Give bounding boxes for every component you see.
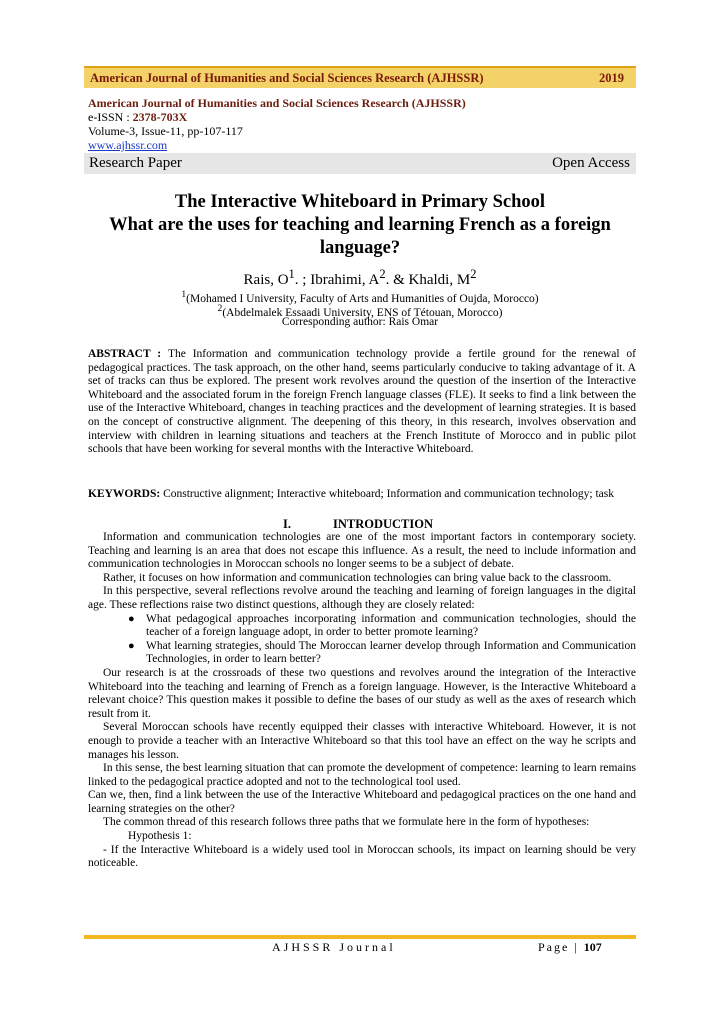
affiliation-2-text: (Abdelmalek Essaadi University, ENS of Tétouan, Morocco) — [222, 306, 503, 319]
paper-title — [84, 191, 636, 260]
author-1-sup: 1 — [288, 267, 295, 281]
hypothesis-text: - If the Interactive Whiteboard is a widely used tool in Moroccan schools, its impact on learning should be very noticeable. — [88, 843, 636, 870]
journal-banner — [84, 66, 636, 88]
title-line-1: The Interactive Whiteboard in Primary School — [174, 192, 546, 212]
hypothesis-label: Hypothesis 1: — [128, 830, 192, 843]
author-3-sup: 2 — [470, 267, 477, 281]
banner-journal-name: American Journal of Humanities and Social Sciences Research (AJHSSR) — [90, 71, 484, 85]
author-list — [84, 267, 636, 289]
author-2-sup: 2 — [379, 267, 386, 281]
affiliation-1-text: (Mohamed I University, Faculty of Arts and Humanities of Oujda, Morocco) — [186, 292, 539, 305]
title-line-2: What are the uses for teaching and learning French as a foreign — [109, 215, 611, 235]
title-line-3: language? — [319, 238, 401, 258]
intro-paragraph-6: In this sense, the best learning situation that can promote the development of competence: learning to learn remains linked to the pedagogical practice adopted and not to the technological tool used. — [88, 762, 636, 788]
issn-label: e-ISSN : — [88, 110, 133, 124]
footer-journal: AJHSSR Journal — [272, 940, 396, 954]
abstract-label: ABSTRACT : — [88, 348, 168, 360]
issn — [88, 110, 187, 124]
bullet-text-2: What learning strategies, should The Moroccan learner develop through Information and Communication Technologies, in order to learn better? — [146, 639, 636, 666]
abstract-text: The Information and communication technology provide a fertile ground for the renewal of pedagogical practices. The task approach, on the other hand, seems particularly conducive to taking advantage of it. A set of tracks can thus be explored. The present work revolves around the question of the insertion of the Interactive Whiteboard and the associated forum in the foreign French language classes (FLE). It seeks to find a link between the use of the Interactive Whiteboard, changes in teaching practices and the development of learning strategies. It is based on the concept of constructive alignment. The deepening of this theory, in this research, involves observation and interview with children in learning situations and teachers at the French Institute of Morocco and in public pilot schools that have been working for several months with the Interactive Whiteboard. — [88, 348, 636, 456]
banner-year: 2019 — [599, 71, 624, 85]
volume-info: Volume-3, Issue-11, pp-107-117 — [88, 124, 243, 138]
journal-name: American Journal of Humanities and Social Sciences Research (AJHSSR) — [88, 96, 466, 110]
corresponding-author: Corresponding author: Rais Omar — [281, 316, 439, 328]
page-label: Page | — [538, 940, 584, 954]
footer-rule — [84, 935, 636, 939]
bullet-icon: ● — [128, 639, 135, 652]
issn-value: 2378-703X — [132, 110, 188, 124]
paper-type-label: Research Paper — [89, 155, 182, 171]
author-2: . ; Ibrahimi, A — [294, 272, 380, 288]
affiliation-1-sup: 1 — [181, 289, 187, 300]
introduction-body — [88, 531, 636, 871]
page-number-value: 107 — [583, 940, 602, 954]
page-number — [538, 940, 602, 955]
bullet-icon: ● — [128, 612, 135, 625]
section-number: I. — [283, 517, 291, 531]
intro-paragraph-1: Information and communication technologies are one of the most important factors in contemporary society. Teaching and learning is an area that does not escape this influence. As a result, the need to include information and communication technologies in Moroccan schools no longer seems to be a subject of debate. — [88, 531, 636, 571]
affiliation-2-sup: 2 — [217, 303, 223, 314]
bullet-text-1: What pedagogical approaches incorporating information and communication technologies, should the teacher of a foreign language adopt, in order to better promote learning? — [146, 612, 636, 639]
author-3: . & Khaldi, M — [385, 272, 471, 288]
keywords-label: KEYWORDS: — [88, 488, 164, 500]
access-type-label: Open Access — [552, 155, 630, 171]
list-item — [88, 613, 636, 640]
list-item — [88, 640, 636, 667]
abstract — [88, 348, 636, 457]
intro-paragraph-8: The common thread of this research follows three paths that we formulate here in the form of hypotheses: — [103, 816, 590, 829]
intro-paragraph-7: Can we, then, find a link between the use of the Interactive Whiteboard and pedagogical practices on the one hand and learning strategies on the other? — [88, 789, 636, 815]
section-title: INTRODUCTION — [333, 517, 434, 531]
author-1: Rais, O — [243, 272, 289, 288]
keywords-text: Constructive alignment; Interactive whiteboard; Information and communication technology; task — [163, 488, 615, 500]
intro-paragraph-2: Rather, it focuses on how information and communication technologies can bring value back to the classroom. — [103, 571, 612, 584]
keywords — [88, 488, 636, 502]
paper-type-bar — [84, 153, 636, 174]
journal-url-link[interactable]: www.ajhssr.com — [88, 138, 168, 152]
intro-paragraph-3: In this perspective, several reflections revolve around the teaching and learning of foreign languages in the digital age. These reflections raise two distinct questions, although they are closely related: — [88, 585, 636, 611]
intro-paragraph-4: Our research is at the crossroads of these two questions and revolves around the integration of the Interactive Whiteboard into the teaching and learning of French as a foreign language. However, is the Interactive Whiteboard a relevant choice? This question makes it possible to define the bases of our study as well as the axes of research which result from it. — [88, 666, 636, 720]
intro-paragraph-5: Several Moroccan schools have recently equipped their classes with interactive Whiteboard. However, it is not enough to provide a teacher with an Interactive Whiteboard so that this tool have an effect on the way he scripts and manages his lesson. — [88, 721, 636, 761]
